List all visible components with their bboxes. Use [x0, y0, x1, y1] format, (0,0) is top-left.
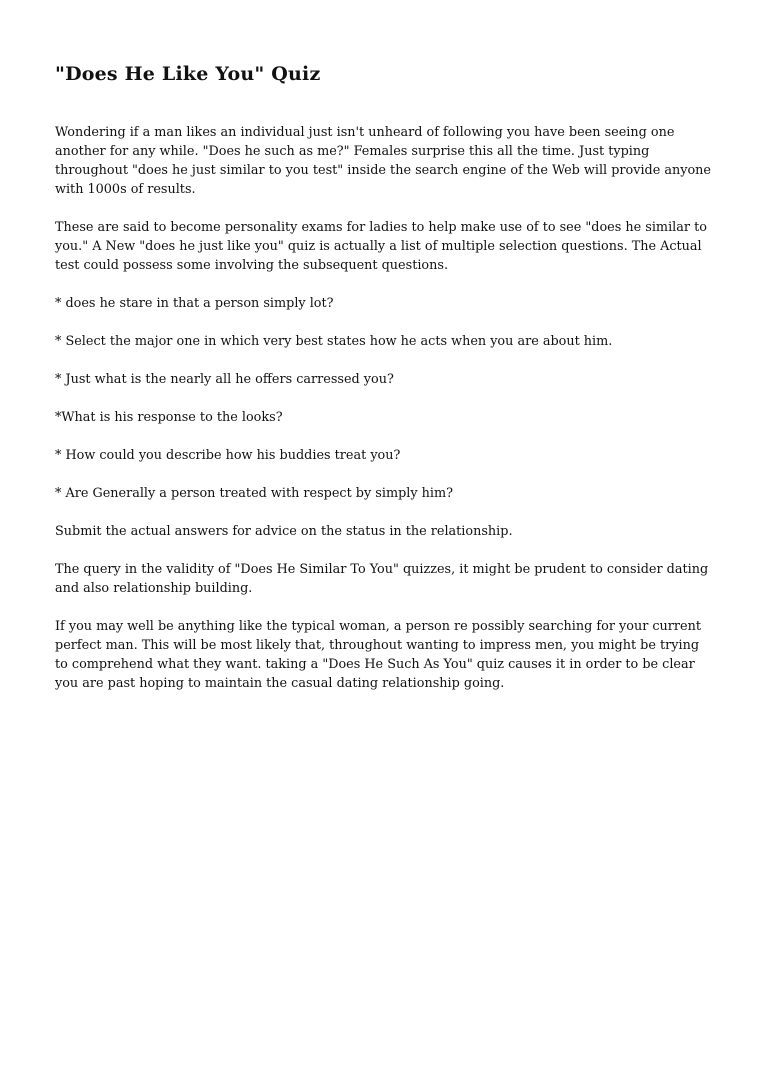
question-item: * How could you describe how his buddies treat you?: [55, 448, 401, 463]
paragraph-submit: Submit the actual answers for advice on the status in the relationship.: [55, 524, 513, 539]
question-item: * Select the major one in which very best states how he acts when you are about him.: [55, 334, 613, 349]
question-item: * does he stare in that a person simply lot?: [55, 296, 334, 311]
paragraph-validity: The query in the validity of "Does He Similar To You" quizzes, it might be prudent to consider dating and also relationship building.: [55, 562, 709, 596]
document-title: "Does He Like You" Quiz: [55, 63, 321, 85]
question-item: * Just what is the nearly all he offers carressed you?: [55, 372, 394, 387]
question-item: * Are Generally a person treated with respect by simply him?: [55, 486, 453, 501]
paragraph-personality-exams: These are said to become personality exams for ladies to help make use of to see "does he similar to you." A New "does he just like you" quiz is actually a list of multiple selection questions. The Actual test could possess some involving the subsequent questions.: [55, 220, 707, 273]
paragraph-intro: Wondering if a man likes an individual just isn't unheard of following you have been seeing one another for any while. "Does he such as me?" Females surprise this all the time. Just typing throughout "does he just similar to you test" inside the search engine of the Web will provide anyone with 1000s of results.: [55, 125, 711, 197]
paragraph-conclusion: If you may well be anything like the typical woman, a person re possibly searching for your current perfect man. This will be most likely that, throughout wanting to impress men, you might be trying to comprehend what they want. taking a "Does He Such As You" quiz causes it in order to be clear you are past hoping to maintain the casual dating relationship going.: [55, 619, 701, 691]
question-item: *What is his response to the looks?: [55, 410, 283, 425]
